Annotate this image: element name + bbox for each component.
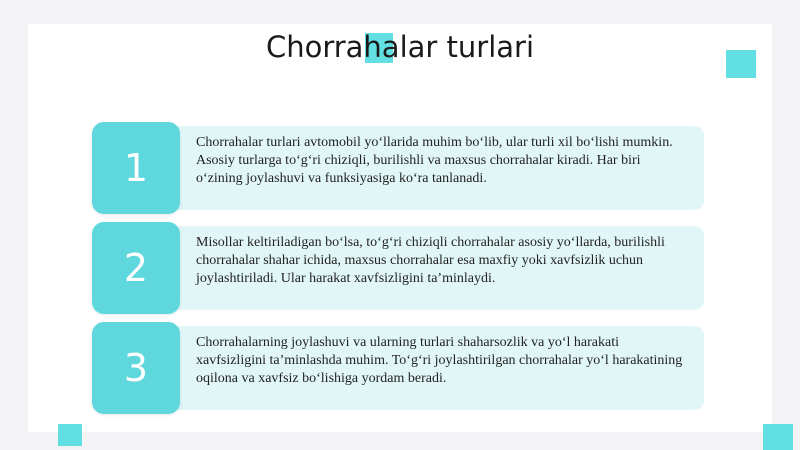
item-number-badge: 2 [92, 222, 180, 314]
item-number-badge: 3 [92, 322, 180, 414]
item-number-badge: 1 [92, 122, 180, 214]
list-item [92, 222, 704, 314]
list-item [92, 122, 704, 214]
item-text: Misollar keltiriladigan bo‘lsa, to‘g‘ri chiziqli chorrahalar asosiy yo‘llarda, burilishli chorrahalar shahar ichida, maxsus chorrahalar esa maxfiy yoki xavfsizlik uchun joylashtiriladi. Ular harakat xavfsizligini ta’minlaydi. [196, 235, 665, 286]
slide-title: Chorrahalar turlari [265, 30, 535, 64]
item-text: Chorrahalar turlari avtomobil yo‘llarida muhim bo‘lib, ular turli xil bo‘lishi mumkin. Asosiy turlarga to‘g‘ri chiziqli, burilishli va maxsus chorrahalar kiradi. Har biri o‘zining joylashuvi va funksiyasiga ko‘ra tanlanadi. [196, 135, 673, 186]
item-text: Chorrahalarning joylashuvi va ularning turlari shaharsozlik va yo‘l harakati xavfsizligini ta’minlashda muhim. To‘g‘ri joylashtirilgan chorrahalar yo‘l harakatining oqilona va xavfsiz bo‘lishiga yordam beradi. [196, 335, 683, 386]
decor-square-bottom-left [58, 424, 82, 446]
decor-square-bottom-right [763, 424, 793, 450]
list-item [92, 322, 704, 414]
